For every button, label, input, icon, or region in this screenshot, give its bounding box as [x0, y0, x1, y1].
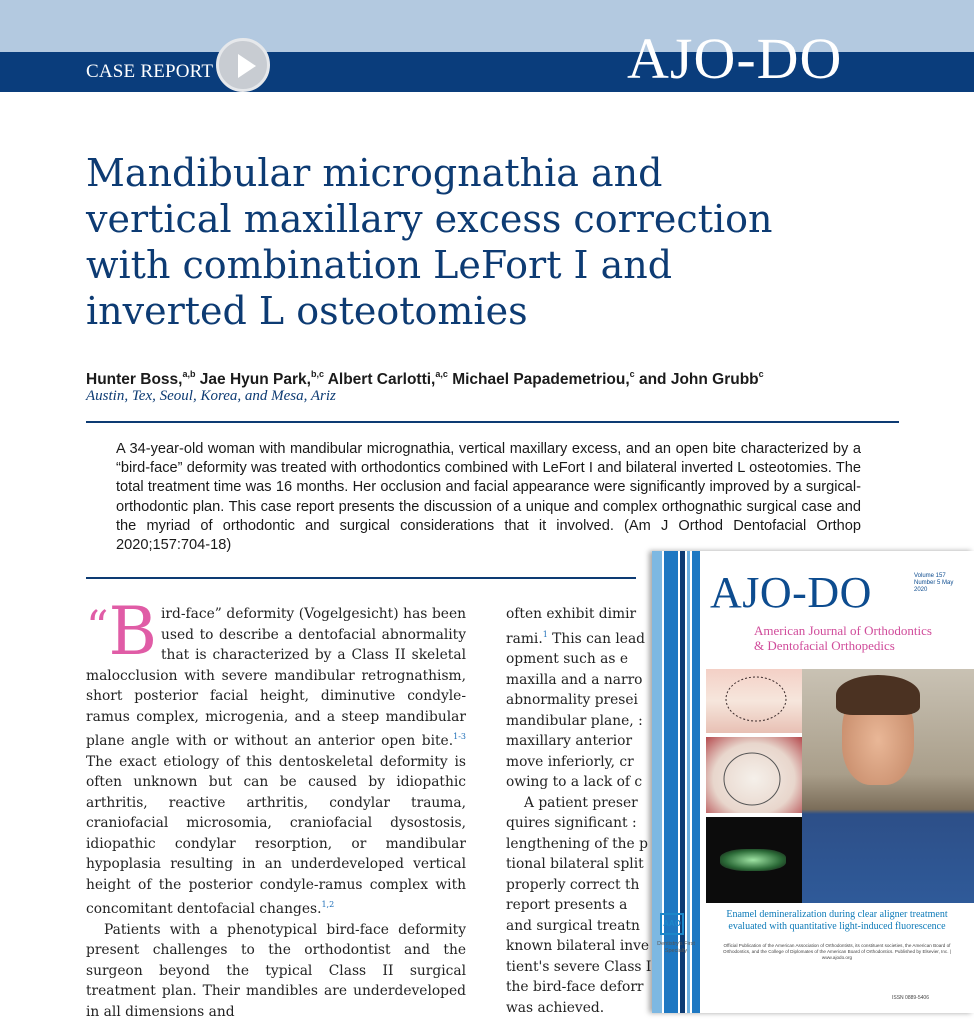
cover-patient-photo — [802, 669, 974, 903]
cover-teeth-photo — [706, 669, 802, 733]
body-line: abnormality presei — [506, 690, 651, 711]
divider — [86, 421, 899, 423]
body-line: report presents a — [506, 895, 651, 916]
fluorescence-glow — [720, 849, 786, 871]
body-line — [506, 625, 651, 650]
body-line: maxilla and a narro — [506, 670, 651, 691]
body-line: lengthening of the p — [506, 834, 651, 855]
cover-publication-info: Official Publication of the American Association of Orthodontists, its constituent societies, the American Board of Orthodontics, and the College of Diplomates of the American Board of Orthodontics. Published by Elsevier, Inc. | www.ajodo.org — [712, 943, 962, 961]
dropcap-letter: B — [109, 604, 158, 662]
author-name: Jae Hyun Park, — [200, 371, 311, 388]
divider — [86, 577, 636, 579]
journal-logo: AJO-DO — [627, 30, 842, 88]
author-name: Hunter Boss, — [86, 371, 182, 388]
cover-journal-name: American Journal of Orthodontics — [754, 623, 932, 638]
author-affiliation: a,b — [182, 369, 195, 379]
body-text: ird-face” deformity (Vogelgesicht) has been used to describe a dentofacial abnormality that is characterized by a Class II skeletal malocclusion with severe mandibular retrognathism, short posterior facial height, diminutive condyle-ramus complex, microgenia, and a steep mandibular plane angle with or without an anterior open bite. — [86, 606, 466, 749]
cover-issn: ISSN 0889-5406 — [892, 995, 929, 1001]
reference-link[interactable]: 1,2 — [321, 900, 334, 909]
body-text: rami. — [506, 631, 543, 647]
cover-volume-info: Volume 157 Number 5 May 2020 — [914, 573, 964, 594]
body-line: A patient preser — [506, 793, 651, 814]
author-list — [86, 369, 906, 389]
body-line: known bilateral inve — [506, 936, 651, 957]
body-line: opment such as e — [506, 649, 651, 670]
cover-fluorescence-photo — [706, 817, 802, 903]
author-affiliation: c — [759, 369, 764, 379]
body-column-left — [86, 604, 466, 1022]
body-line: move inferiorly, cr — [506, 752, 651, 773]
section-label: CASE REPORT — [86, 52, 213, 92]
lesion-outline — [706, 737, 802, 813]
body-text: This can lead — [548, 631, 645, 647]
cover-teeth-photo — [706, 737, 802, 813]
article-title: Mandibular micrognathia and vertical maxillary excess correction with combination LeFort I and inverted L osteotomies — [86, 150, 786, 334]
author-name: Albert Carlotti, — [328, 371, 436, 388]
body-text: The exact etiology of this dentoskeletal deformity is often unknown but can be caused by idiopathic arthritis, reactive arthritis, condylar trauma, craniofacial microsomia, craniofacial dysostosis, idiopathic condylar resorption, or mandibular hypoplasia resulting in an underdeveloped vertical height of the posterior condyle-ramus complex with concomitant dentofacial changes. — [86, 754, 466, 918]
play-button[interactable] — [216, 38, 270, 92]
patient-hair — [836, 675, 920, 715]
body-line: tient's severe Class I — [506, 957, 651, 978]
author-name: Michael Papademetriou, — [452, 371, 629, 388]
cover-specialty-text: Dentistry's First Specialty — [654, 941, 698, 955]
body-line: quires significant : — [506, 813, 651, 834]
journal-cover — [652, 551, 974, 1013]
body-line: tional bilateral split — [506, 854, 651, 875]
author-name: and John Grubb — [639, 371, 759, 388]
lesion-outline — [706, 669, 802, 733]
author-locations: Austin, Tex, Seoul, Korea, and Mesa, Ariz — [86, 388, 336, 405]
aao-logo-icon: AAO — [660, 913, 684, 935]
body-line: was achieved. — [506, 998, 651, 1019]
body-paragraph — [86, 604, 466, 920]
author-affiliation: c — [630, 369, 635, 379]
cover-logo: AJO-DO — [710, 571, 872, 615]
author-affiliation: a,c — [435, 369, 448, 379]
cover-article-title: Enamel demineralization during clear aligner treatment evaluated with quantitative light-induced fluorescence — [710, 909, 964, 933]
body-line: mandibular plane, : — [506, 711, 651, 732]
body-line: properly correct th — [506, 875, 651, 896]
body-column-right — [506, 604, 651, 1018]
body-line: and surgical treatn — [506, 916, 651, 937]
reference-link[interactable]: 1-3 — [453, 732, 466, 741]
abstract: A 34-year-old woman with mandibular micrognathia, vertical maxillary excess, and an open bite characterized by a “bird-face” deformity was treated with orthodontics combined with LeFort I and bilateral inverted L osteotomies. The total treatment time was 16 months. Her occlusion and facial appearance were significantly improved by a surgical-orthodontic plan. This case report presents the discussion of a unique and complex orthognathic surgical case and the myriad of orthodontic and surgical considerations that it involved. (Am J Orthod Dentofacial Orthop 2020;157:704-18) — [116, 440, 861, 555]
body-line: often exhibit dimir — [506, 604, 651, 625]
body-paragraph: Patients with a phenotypical bird-face deformity present challenges to the orthodontist and the surgeon beyond the typical Class II surgical treatment plan. Their mandibles are underdeveloped in all dimensions and — [86, 920, 466, 1022]
play-icon — [238, 54, 256, 78]
body-line: the bird-face deforr — [506, 977, 651, 998]
dropcap-quote: “ — [86, 606, 109, 644]
body-line: owing to a lack of c — [506, 772, 651, 793]
reference-link[interactable]: 1 — [543, 630, 548, 639]
cover-journal-name: & Dentofacial Orthopedics — [754, 638, 895, 653]
author-affiliation: b,c — [311, 369, 324, 379]
body-line: maxillary anterior — [506, 731, 651, 752]
